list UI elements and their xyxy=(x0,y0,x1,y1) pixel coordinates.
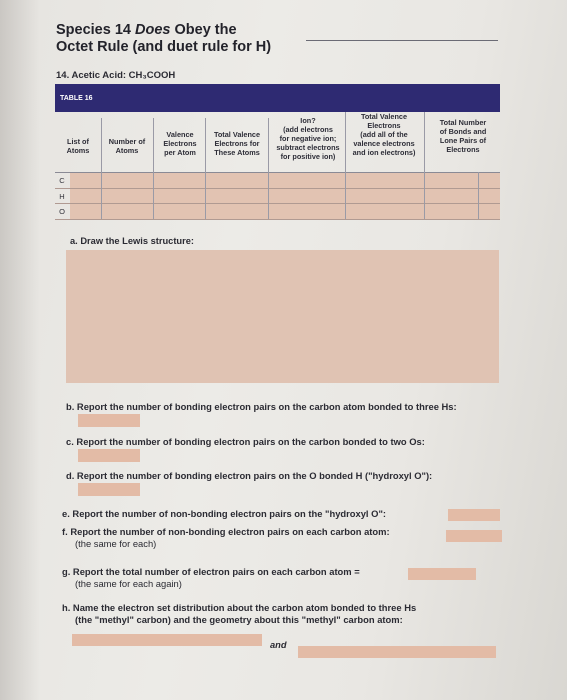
col-divider xyxy=(345,112,346,219)
col-head-atoms xyxy=(58,137,98,155)
row-divider xyxy=(55,188,500,189)
row-divider xyxy=(55,203,500,204)
answer-box-h-distribution[interactable] xyxy=(72,634,262,646)
col-head-tb-line3: Lone Pairs of xyxy=(439,136,487,145)
answer-box-d[interactable] xyxy=(78,483,140,496)
col-head-ion xyxy=(268,116,348,161)
col-head-tva-line3: These Atoms xyxy=(214,148,260,157)
col-head-valence xyxy=(156,130,204,157)
title-emphasis: Does xyxy=(135,22,171,38)
question-d: d. Report the number of bonding electron pairs on the O bonded H ("hydroxyl O"): xyxy=(66,470,433,481)
question-f-line2: (the same for each) xyxy=(75,538,157,549)
col-head-number-line1: Number of xyxy=(108,137,146,146)
col-head-ion-line3: for negative ion; xyxy=(279,134,337,143)
col-head-tv-line1: Total Valence xyxy=(360,112,408,121)
table-label: TABLE 16 xyxy=(60,95,93,102)
question-h-line1: h. Name the electron set distribution about the carbon atom bonded to three Hs xyxy=(62,602,417,613)
atom-cell-h: H xyxy=(59,192,65,201)
col-divider xyxy=(424,112,425,219)
col-head-valence-line1: Valence xyxy=(166,130,194,139)
col-head-tv-line3: (add all of the xyxy=(360,130,408,139)
question-c: c. Report the number of bonding electron pairs on the carbon bonded to two Os: xyxy=(66,436,425,447)
col-head-atoms-line2: Atoms xyxy=(66,146,90,155)
answer-box-f[interactable] xyxy=(446,530,502,542)
col-head-total-valence-atoms xyxy=(206,130,268,157)
table-header-bar xyxy=(55,84,500,112)
page-title xyxy=(56,22,271,56)
title-prefix: Species 14 xyxy=(56,22,131,38)
question-g-line2: (the same for each again) xyxy=(75,578,182,589)
col-head-tb-line1: Total Number xyxy=(439,118,487,127)
col-divider xyxy=(153,118,154,219)
title-suffix: Obey the xyxy=(174,22,237,38)
question-a: a. Draw the Lewis structure: xyxy=(70,236,194,246)
question-f xyxy=(62,526,390,550)
question-b: b. Report the number of bonding electron pairs on the carbon atom bonded to three Hs: xyxy=(66,401,457,412)
col-head-tva-line2: Electrons for xyxy=(214,139,260,148)
col-head-ion-line5: for positive ion) xyxy=(280,152,336,161)
question-g-line1: g. Report the total number of electron pairs on each carbon atom = xyxy=(62,566,360,577)
col-head-total-bonds xyxy=(426,118,500,154)
title-line-2: Octet Rule (and duet rule for H) xyxy=(56,39,272,55)
col-head-tv-line4: valence electrons xyxy=(353,139,415,148)
answer-box-h-geometry[interactable] xyxy=(298,646,496,658)
col-head-valence-line3: per Atom xyxy=(164,148,196,157)
col-head-ion-line2: (add electrons xyxy=(283,125,333,134)
title-rule xyxy=(306,40,498,41)
answer-box-b[interactable] xyxy=(78,414,140,427)
row-divider xyxy=(55,219,500,220)
question-g xyxy=(62,566,360,590)
col-head-tv-line5: and ion electrons) xyxy=(352,148,416,157)
col-divider xyxy=(101,118,102,219)
col-head-ion-line1: Ion? xyxy=(300,116,316,125)
atom-cell-c: C xyxy=(59,176,65,185)
col-head-tb-line4: Electrons xyxy=(446,145,480,154)
col-head-atoms-line1: List of xyxy=(67,137,89,146)
col-head-number-line2: Atoms xyxy=(115,146,139,155)
question-h xyxy=(62,602,416,626)
col-divider xyxy=(268,118,269,219)
col-head-tva-line1: Total Valence xyxy=(213,130,261,139)
answer-box-e[interactable] xyxy=(448,509,500,521)
page-shadow xyxy=(0,0,40,700)
col-divider xyxy=(205,118,206,219)
question-h-line2: (the "methyl" carbon) and the geometry about this "methyl" carbon atom: xyxy=(75,614,403,625)
lewis-structure-answer-box[interactable] xyxy=(66,250,499,383)
col-head-valence-line2: Electrons xyxy=(163,139,197,148)
answer-box-c[interactable] xyxy=(78,449,140,462)
col-head-tv-line2: Electrons xyxy=(367,121,401,130)
table-body-fill xyxy=(70,173,500,219)
question-e: e. Report the number of non-bonding electron pairs on the "hydroxyl O": xyxy=(62,508,387,519)
answer-box-g[interactable] xyxy=(408,568,476,580)
col-head-total-valence xyxy=(346,112,422,157)
and-connector: and xyxy=(270,640,287,650)
species-subtitle: 14. Acetic Acid: CH₃COOH xyxy=(56,70,176,81)
col-head-tb-line2: of Bonds and xyxy=(439,127,487,136)
col-head-number xyxy=(104,137,150,155)
col-head-ion-line4: subtract electrons xyxy=(276,143,340,152)
atom-cell-o: O xyxy=(59,207,65,216)
question-f-line1: f. Report the number of non-bonding electron pairs on each carbon atom: xyxy=(62,526,390,537)
col-divider xyxy=(478,172,479,219)
header-rule xyxy=(55,172,500,173)
